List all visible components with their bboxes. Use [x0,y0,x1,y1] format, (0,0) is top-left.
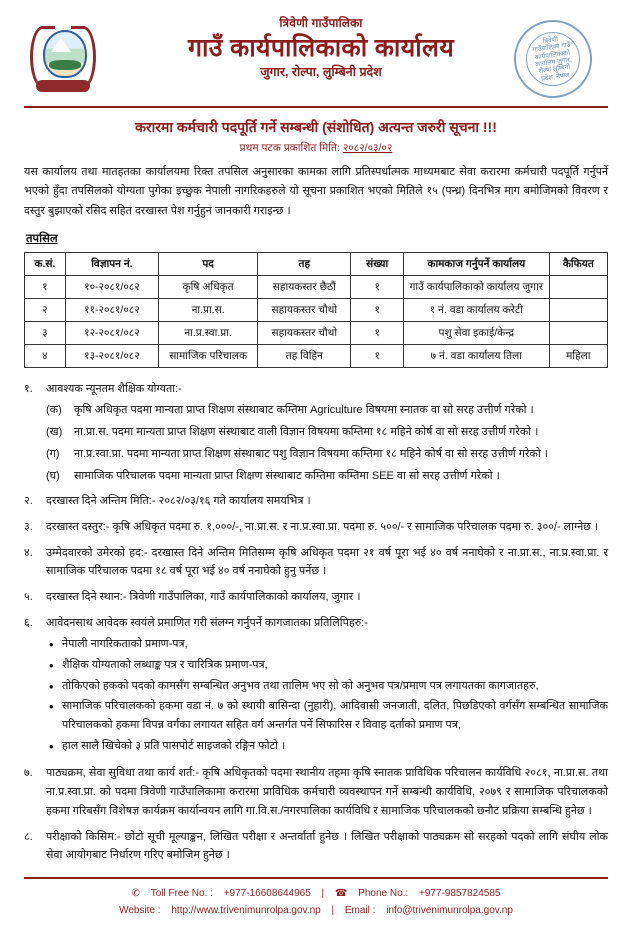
notice-title: करारमा कर्मचारी पदपूर्ति गर्ने सम्बन्धी (संशोधित) अत्यन्त जरुरी सूचना !!! [135,119,497,135]
publish-date-line [24,141,608,155]
cell-remarks [549,298,607,321]
term-sub-mark: (क) [46,404,62,417]
cell-office: गाउँ कार्यपालिकाको कार्यालय जुगार [403,275,549,298]
footer-separator: | [321,887,325,899]
table-header-row [25,252,608,275]
col-sn: क.सं. [25,252,66,275]
official-stamp-text: त्रिवेणी गाउँपालिका गाउँ कार्यपालिकाको कार्यालय जुगार, रोल्पा लुम्बिनी प्रदेश, नेपाल [523,29,584,90]
documents-bullet-list [46,635,608,755]
email-value[interactable]: info@trivenimunrolpa.gov.np [386,904,513,916]
cell-post: ना.प्रा.स. [159,298,258,321]
term-number: ५. [24,590,33,603]
header-divider [24,106,608,108]
term-sub-item [46,401,608,420]
term-sub-item [46,445,608,464]
cell-ad-no: १०-२०८१/०८२ [65,275,158,298]
documents-title: आवेदनसाथ आवेदक स्वयंले प्रमाणित गरी संलग्न गर्नुपर्ने कागजातका प्रतिलिपिहरु:- [46,616,368,629]
col-count: संख्या [351,252,403,275]
term-item [24,764,608,820]
table-row [25,344,608,367]
term-number: ३. [24,520,33,533]
table-row [25,275,608,298]
col-level: तह [258,252,351,275]
cell-count: १ [351,275,403,298]
term-text: दरखास्त दिने अन्तिम मिति:- २०८२/०३/१६ गते कार्यालय समयभित्र । [46,495,311,508]
term-item [24,828,608,865]
documents-term-item [24,614,608,758]
tollfree-label: Toll Free No. : [150,887,213,899]
website-value[interactable]: http://www.trivenimunrolpa.gov.np [171,904,321,916]
col-ad-no: विज्ञापन नं. [65,252,158,275]
term-item [24,380,608,485]
org-title-block [188,16,454,81]
website-label: Website : [119,904,161,916]
telephone-icon: ☎ [334,887,348,899]
org-name-main: गाउँ कार्यपालिकाको कार्यालय [187,34,455,62]
cell-remarks [549,275,607,298]
cell-office: १ नं. वडा कार्यालय करेटी [403,298,549,321]
col-post: पद [159,252,258,275]
term-number: ४. [24,546,33,559]
municipality-emblem-icon [30,18,96,90]
term-text: दरखास्त दिने स्थान:- त्रिवेणी गाउँपालिका, गाउँ कार्यपालिकाको कार्यालय, जुगार । [46,590,361,603]
cell-sn: १ [25,275,66,298]
vacancy-table [24,252,608,368]
phone-circle-icon: ✆ [131,887,140,899]
terms-list [24,380,608,865]
org-name-small: त्रिवेणी गाउँपालिका [279,16,363,30]
term-sub-text: सामाजिक परिचालक पदमा मान्यता प्राप्त शिक्षण संस्थाबाट कम्तिमा कम्तिमा SEE वा सो सरह उत्तीर्ण गरेको । [74,469,500,482]
cell-level: सहायकस्तर छैठौं [258,275,351,298]
list-item: • हाल सालै खिचेको ३ प्रति पासपोर्ट साइजको रङ्गिन फोटो । [46,737,608,756]
term-number: १. [24,382,33,395]
term-sub-item [46,467,608,486]
cell-sn: ४ [25,344,66,367]
cell-level: सहायकस्तर चौथो [258,298,351,321]
cell-ad-no: १३-२०८१/०८२ [65,344,158,367]
list-item: • शैक्षिक योग्यताको लब्धाङ्क पत्र र चारित्रिक प्रमाण-पत्र, [46,656,608,675]
cell-remarks [549,321,607,344]
official-stamp-icon [509,15,597,103]
term-item [24,544,608,581]
tollfree-value: +977-16608644965 [223,887,311,899]
cell-remarks: महिला [549,344,607,367]
term-sub-item [46,423,608,442]
term-number: ६. [24,616,33,629]
term-sub-text: ना.प्रा.स. पदमा मान्यता प्राप्त शिक्षण संस्थाबाट वाली विज्ञान विषयमा कम्तिमा १८ महिने कोर्ष वा सो सरह उत्तीर्ण गरेको । [74,426,539,439]
cell-ad-no: ११-२०८१/०८२ [65,298,158,321]
cell-level: सहायकस्तर चौथो [258,321,351,344]
cell-office: ७ नं. वडा कार्यालय तिला [403,344,549,367]
cell-post: कृषि अधिकृत [159,275,258,298]
footer-contact-row [24,885,608,902]
table-row [25,298,608,321]
term-number: ७. [24,767,33,780]
term-item [24,518,608,537]
col-remarks: कैफियत [549,252,607,275]
cell-office: पशु सेवा इकाई/केन्द्र [403,321,549,344]
term-item [24,588,608,607]
publish-prefix: प्रथम पटक प्रकाशित मिति: [239,142,340,154]
term-number: २. [24,495,33,508]
term-sub-text: ना.प्र.स्वा.प्रा. पदमा मान्यता प्राप्त शिक्षण संस्थाबाट पशु विज्ञान विषयमा कम्तिमा १८ महिने कोर्ष वा सो सरह उत्तीर्ण गरेको । [74,447,548,460]
term-text: दरखास्त दस्तुर:- कृषि अधिकृत पदमा रु. १,०००/-, ना.प्रा.स. र ना.प्र.स्वा.प्रा. पदमा रु. ५००/- र सामाजिक परिचालक पदमा रु. ३००/- लाग्नेछ । [46,520,599,533]
term-sub-mark: (ख) [46,426,63,439]
term-number: ८. [24,830,33,843]
col-office: कामकाज गर्नुपर्ने कार्यालय [403,252,549,275]
document-footer [24,877,608,919]
list-item: • तोकिएको हकको पदको कामसँग सम्बन्धित अनुभव तथा तालिम भए सो को अनुभव पत्र/प्रमाण पत्र लगायतका कागजातहरु, [46,677,608,696]
cell-post: सामाजिक परिचालक [159,344,258,367]
cell-count: १ [351,321,403,344]
cell-post: ना.प्र.स्वा.प्रा. [159,321,258,344]
phone-value: +977-9857824585 [419,887,501,899]
footer-web-row [24,902,608,919]
cell-count: १ [351,344,403,367]
document-header [24,10,608,102]
list-item: • सामाजिक परिचालकको हकमा वडा नं. ७ को स्थायी बासिन्दा (नुहारी), आदिवासी जनजाती, दलित, पिछडिएको वर्गसँग सम्बन्धित सामाजिक परिचालकको हकमा विपन्न वर्गका लगायत सहित वर्ग अन्तर्गत पर्ने सिफारिस र विवाह दर्ताको प्रमाण पत्र, [46,697,608,734]
email-label: Email : [344,904,376,916]
documents-body [46,614,608,758]
intro-paragraph: यस कार्यालय तथा मातहतका कार्यालयमा रिक्त तपसिल अनुसारका कामका लागि प्रतिस्पर्धात्मक माध्यमबाट सेवा करारमा कर्मचारी पदपूर्ति गर्नुपर्ने भएको हुँदा तपसिलको योग्यता पुगेका इच्छुक नेपाली नागरिकहरुले यो सूचना प्रकाशित भएको मितिले १५ (पन्ध्र) दिनभित्र माग बमोजिमको विवरण र दस्तुर बुझाएको रसिद सहित दरखास्त पेश गर्नुहुन जानकारी गराइन्छ । [24,166,608,217]
term-sub-mark: (घ) [46,469,60,482]
cell-sn: ३ [25,321,66,344]
term-text: परीक्षाको किसिम:- छोटो सूची मूल्याङ्कन, लिखित परीक्षा र अन्तर्वार्ता हुनेछ । लिखित परीक्षाको पाठ्यक्रम सो सरहको पदको लागि संघीय लोक सेवा आयोगबाट निर्धारण गरिए बमोजिम हुनेछ । [46,830,608,862]
phone-label: Phone No.: [358,887,409,899]
tapsil-label: तपसिल [26,232,58,245]
table-row [25,321,608,344]
cell-level: तह विहिन [258,344,351,367]
cell-sn: २ [25,298,66,321]
term-item [24,492,608,511]
list-item: • नेपाली नागरिकताको प्रमाण-पत्र, [46,635,608,654]
org-address: जुगार, रोल्पा, लुम्बिनी प्रदेश [260,65,382,80]
publish-date: २०८२/०३/०२ [342,142,393,154]
term-text: आवश्यक न्यूनतम शैक्षिक योग्यता:- [46,382,182,395]
term-body [46,380,608,485]
cell-count: १ [351,298,403,321]
term-sub-mark: (ग) [46,447,60,460]
term-text: पाठ्यक्रम, सेवा सुविधा तथा कार्य शर्त:- कृषि अधिकृतको पदमा स्थानीय तहमा कृषि स्नातक प्राविधिक परिचालन कार्यविधि २०८१, ना.प्रा.स. तथा ना.प्र.स्वा.प्रा. को पदमा त्रिवेणी गाउँपालिकामा करारमा प्राविधिक कर्मचारी व्यवस्थापन गर्ने सम्बन्धी कार्यविधि, २०७९ र सामाजिक परिचालकको हकमा गरिबसँग विशेषज्ञ कार्यक्रम कार्यान्वयन लागि गा.वि.स./नगरपालिका कार्यविधि र सामाजिक परिचालकको छनौट प्रक्रिया सम्बन्धि हुनेछ । [46,767,608,817]
footer-separator: | [331,904,335,916]
term-text: उम्मेदवारको उमेरको हद:- दरखास्त दिने अन्तिम मितिसम्म कृषि अधिकृत पदमा २१ वर्ष पूरा भई ४० वर्ष ननाघेको र ना.प्रा.स., ना.प्र.स्वा.प्रा. र सामाजिक परिचालक पदमा १८ वर्ष पूरा भई ४० वर्ष ननाघेको हुनु पर्नेछ । [46,546,608,578]
term-sub-text: कृषि अधिकृत पदमा मान्यता प्राप्त शिक्षण संस्थाबाट कम्तिमा Agriculture विषयमा स्नातक वा सो सरह उत्तीर्ण गरेको । [74,404,534,417]
cell-ad-no: १२-२०८१/०८२ [65,321,158,344]
